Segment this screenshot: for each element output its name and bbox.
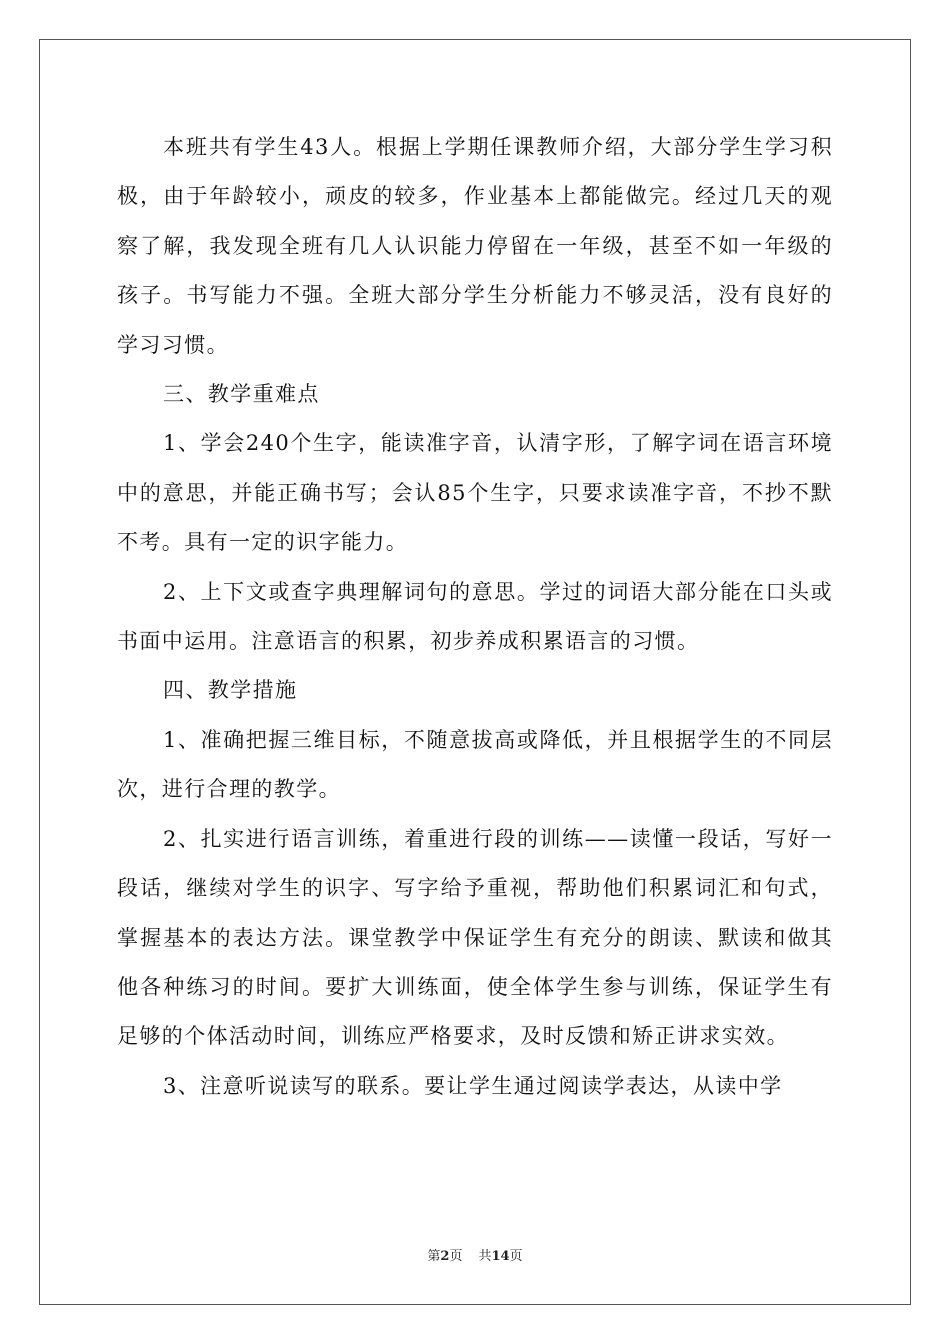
paragraph-measure-3: 3、注意听说读写的联系。要让学生通过阅读学表达，从读中学	[163, 1073, 783, 1098]
footer-total-pages: 14	[491, 1249, 510, 1264]
paragraph-class-overview: 本班共有学生43人。根据上学期任课教师介绍，大部分学生学习积极，由于年龄较小，顽皮的较多，作业基本上都能做完。经过几天的观察了解，我发现全班有几人认识能力停留在一年级，甚至不如一年级的孩子。书写能力不强。全班大部分学生分析能力不够灵活，没有良好的学习习惯。	[117, 135, 833, 357]
page-footer	[0, 1245, 950, 1264]
paragraph-key-point-1: 1、学会240个生字，能读准字音，认清字形，了解字词在语言环境中的意思，并能正确书写；会认85个生字，只要求读准字音，不抄不默不考。具有一定的识字能力。	[117, 431, 833, 555]
section-heading-key-points: 三、教学重难点	[163, 382, 320, 407]
footer-page-suffix: 页	[449, 1249, 463, 1264]
paragraph-measure-2: 2、扎实进行语言训练，着重进行段的训练——读懂一段话，写好一段话，继续对学生的识字、写字给予重视，帮助他们积累词汇和句式，掌握基本的表达方法。课堂教学中保证学生有充分的朗读、默读和做其他各种练习的时间。要扩大训练面，使全体学生参与训练，保证学生有足够的个体活动时间，训练应严格要求，及时反馈和矫正讲求实效。	[117, 826, 833, 1049]
section-heading-measures: 四、教学措施	[163, 678, 298, 703]
document-body	[117, 123, 833, 1111]
footer-total-suffix: 页	[509, 1249, 523, 1264]
footer-total-prefix: 共	[478, 1249, 492, 1264]
footer-page-prefix: 第	[427, 1249, 441, 1264]
paragraph-key-point-2: 2、上下文或查字典理解词句的意思。学过的词语大部分能在口头或书面中运用。注意语言的积累，初步养成积累语言的习惯。	[117, 579, 833, 654]
paragraph-measure-1: 1、准确把握三维目标，不随意拔高或降低，并且根据学生的不同层次，进行合理的教学。	[117, 727, 833, 802]
footer-page-number: 2	[440, 1249, 450, 1264]
